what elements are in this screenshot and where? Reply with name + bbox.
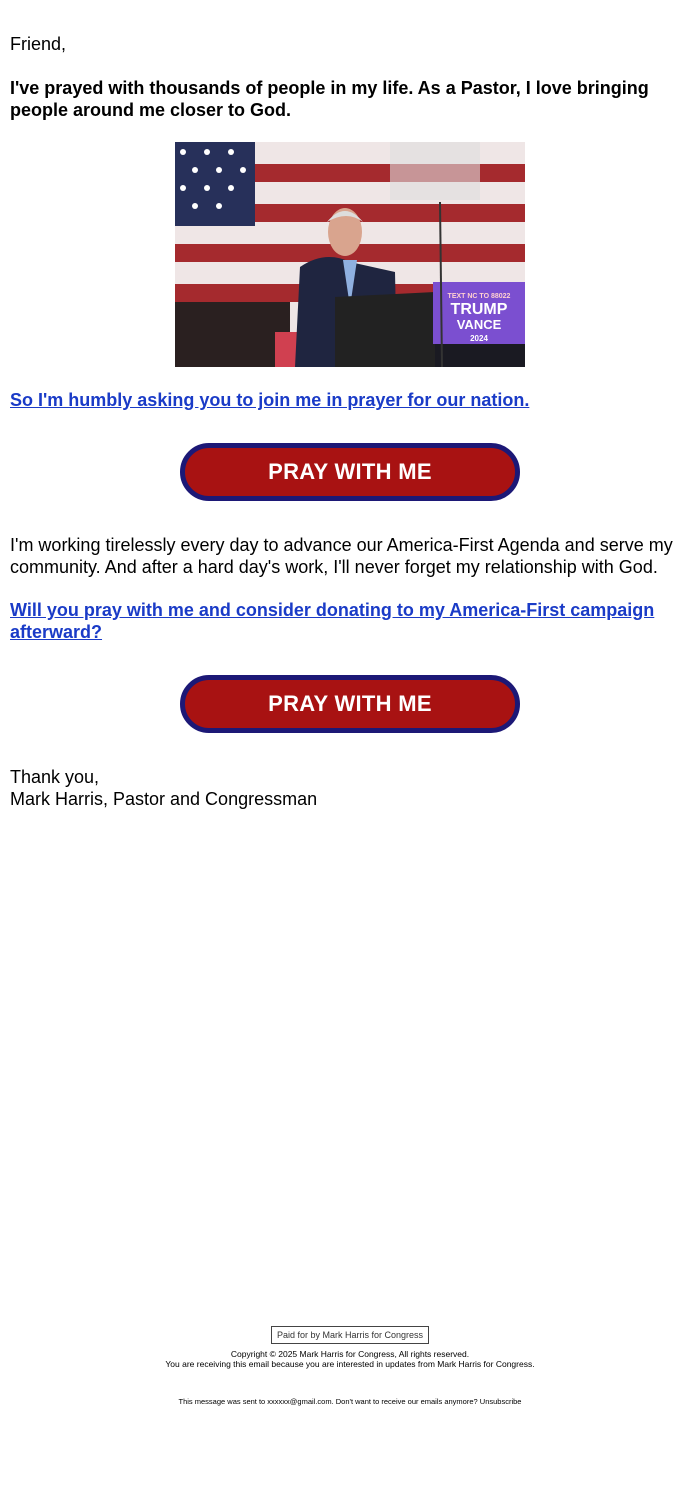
donate-prayer-link[interactable]: Will you pray with me and consider donating to my America-First campaign afterward? bbox=[10, 600, 655, 642]
speaker-photo bbox=[175, 142, 525, 367]
podium-text-line: TEXT NC TO 88022 bbox=[447, 293, 511, 300]
subscription-reason: You are receiving this email because you are interested in updates from Mark Harris for Congress. bbox=[165, 1359, 535, 1369]
greeting: Friend, bbox=[10, 34, 67, 54]
body-text: I'm working tirelessly every day to advance our America-First Agenda and serve my community. And after a hard day's work, I'll never forget my relationship with God. bbox=[10, 535, 673, 577]
intro-text: I've prayed with thousands of people in my life. As a Pastor, I love bringing people around me closer to God. bbox=[10, 78, 649, 120]
copyright-text: Copyright © 2025 Mark Harris for Congress, All rights reserved. bbox=[230, 1349, 470, 1359]
pray-with-me-button-2[interactable]: PRAY WITH ME bbox=[180, 675, 520, 733]
podium-text-line: VANCE bbox=[456, 317, 502, 332]
paid-for-disclaimer: Paid for by Mark Harris for Congress bbox=[271, 1326, 429, 1344]
signoff: Thank you, bbox=[10, 767, 100, 787]
prayer-link[interactable]: So I'm humbly asking you to join me in prayer for our nation. bbox=[10, 390, 530, 410]
pray-with-me-button[interactable]: PRAY WITH ME bbox=[180, 443, 520, 501]
unsubscribe-link[interactable]: Unsubscribe bbox=[479, 1397, 522, 1406]
signature: Mark Harris, Pastor and Congressman bbox=[10, 789, 318, 809]
podium-text-line: TRUMP bbox=[450, 301, 508, 318]
sent-to-text: This message was sent to xxxxxx@gmail.com. Don't want to receive our emails anymore? bbox=[178, 1397, 478, 1406]
podium-text-line: 2024 bbox=[470, 334, 488, 343]
